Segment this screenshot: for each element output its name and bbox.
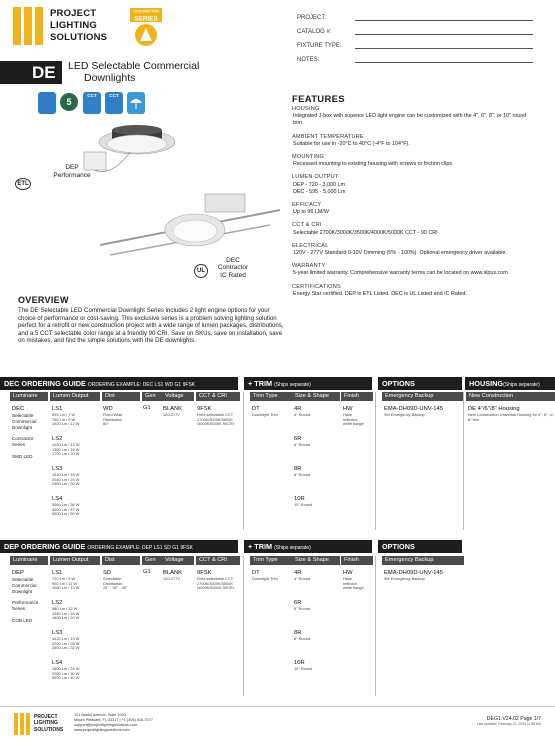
feature-block	[292, 154, 537, 168]
lumen-output-option-code: LS2	[52, 436, 63, 442]
svg-text:SERIES: SERIES	[134, 15, 158, 23]
catalog-field[interactable]: CATALOG #:	[297, 28, 533, 35]
feature-block	[292, 284, 537, 298]
overview-text: The DE Selectable LED Commercial Downlight Series includes 2 light engine options for your choice of performance or cost-saving. This exclusive series is a problem solving lighting solution perfect for a retrofit or new construction project with a wide range of lumen packages, distributions, and a 5 CCT selectable color range at a friendly 90 CRI. Save on SKUs, save on installation, save on mistakes, and find the simple solutions with the DE downlights.	[18, 307, 284, 345]
lumen-output-option	[52, 406, 100, 427]
dep-options-bar: OPTIONS	[378, 540, 462, 553]
feature-text: Suitable for use in -20°C to 40°C (-4°F to 104°F).	[293, 140, 410, 147]
lumen-output-option-desc: 3060 Lm / 36 W 4000 Lm / 47 W 5000 Lm / 59 W	[52, 502, 80, 517]
feature-text: Selectable 2700K/3000K/3500K/4000K/5000K CCT - 90 CRI	[293, 229, 438, 236]
trim-type-option-desc: Downlight Trim	[252, 412, 278, 417]
five-year-warranty-icon: 5	[60, 93, 78, 111]
column-header: Finish	[341, 556, 373, 565]
size-option-desc: 8" Round	[294, 472, 311, 477]
column-header: Size & Shape	[292, 392, 340, 401]
product-title: LED Selectable Commercial Downlights	[68, 60, 200, 84]
project-field[interactable]: PROJECT:	[297, 14, 533, 21]
fixture-type-field[interactable]: FIXTURE TYPE:	[297, 42, 533, 49]
lumen-output-option	[52, 570, 100, 591]
finish-option-code: HW	[343, 570, 353, 576]
lumen-output-option-code: LS2	[52, 600, 63, 606]
column-header: CCT & CRI	[196, 556, 240, 565]
notes-field[interactable]: NOTES:	[297, 56, 533, 63]
feature-heading: WARRANTY	[292, 263, 326, 270]
finish-option-code: HW	[343, 406, 353, 412]
column-header: Voltage	[162, 556, 194, 565]
housing-option-code: DE 4"/6"/8" Housing	[468, 406, 520, 412]
emergency-backup-option-code: EMA-DH09D-UNV-145	[384, 406, 443, 412]
cct-option-desc: Field selectable CCT 2700K/3000K/3500K /4000K/5000K 90CRI	[197, 576, 234, 591]
lumen-output-option	[52, 436, 100, 457]
footer-brand: PROJECT LIGHTING SOLUTIONS	[34, 714, 64, 733]
column-header: New Construction	[466, 392, 555, 401]
size-option-code: 10R	[294, 496, 305, 502]
lumen-output-option	[52, 496, 100, 517]
luminaire-desc: Selectable Commercial Downlight Contractor Series SMD LED	[12, 413, 37, 459]
feature-block	[292, 202, 537, 216]
column-header: Voltage	[162, 392, 194, 401]
voltage-option	[163, 406, 195, 418]
size-option-desc: 10" Round	[294, 666, 313, 671]
size-option-code: 6R	[294, 436, 302, 442]
footer-divider	[0, 706, 555, 707]
size-option-code: 8R	[294, 630, 302, 636]
voltage-option	[163, 570, 195, 582]
size-option-code: 10R	[294, 660, 305, 666]
feature-text: Energy Star certified. DEP is ETL Listed. DEC is UL Listed and IC Rated.	[293, 290, 467, 297]
dec-label: DEC Contractor IC Rated	[217, 257, 249, 279]
etl-listed-icon: ETL	[15, 178, 31, 190]
feature-block	[292, 222, 537, 236]
brand-logo-mark	[13, 7, 43, 45]
size-option	[294, 600, 338, 612]
lumen-output-option-desc: 1600 Lm / 24 W 2050 Lm / 30 W 3000 Lm / 40 W	[52, 666, 80, 681]
lumen-output-option-desc: 595 Lm / 7 W 765 Lm / 9 W 1020 Lm / 12 W	[52, 412, 80, 427]
footer-logo-mark	[14, 713, 30, 735]
cct-option-desc: Field selectable CCT 2700K/3000K/3500K /4000K/5000K 90CRI	[197, 412, 234, 427]
voltage-option-code: BLANK	[163, 570, 183, 576]
size-option-code: 4R	[294, 406, 302, 412]
column-header: Lumen Output	[50, 392, 100, 401]
finish-option	[343, 570, 375, 591]
feature-text: Recessed mounting to existing housing with screws or friction clips.	[293, 161, 454, 168]
ul-listed-icon: UL	[194, 264, 208, 278]
lumen-output-option-code: LS3	[52, 466, 63, 472]
section-divider	[375, 556, 376, 696]
size-option	[294, 436, 338, 448]
feature-text: Up to 96 LM/W	[293, 209, 329, 216]
lumen-output-option	[52, 600, 100, 621]
feature-text: 5-year limited warranty. Comprehensive warranty terms can be located on www.slpus.com.	[293, 270, 510, 277]
lumen-output-option	[52, 660, 100, 681]
feature-block	[292, 106, 537, 128]
lumen-output-option-desc: 720 Lm / 9 W 900 Lm / 11 W 1080 Lm / 13 W	[52, 576, 80, 591]
finish-option-desc: Haze reflector, white flange	[343, 412, 364, 427]
column-header: Gen	[142, 556, 162, 565]
feature-heading: AMBIENT TEMPERATURE	[292, 133, 364, 140]
lumen-output-option-desc: 1530 Lm / 18 W 2040 Lm / 24 W 2550 Lm / 30 W	[52, 472, 80, 487]
features-title: FEATURES	[292, 94, 345, 105]
overview-title: OVERVIEW	[18, 295, 69, 305]
feature-heading: ELECTRICAL	[292, 242, 329, 249]
feature-block	[292, 174, 537, 196]
dep-trim-bar: + TRIM (Ships separate)	[244, 540, 372, 553]
dep-ordering-table	[0, 556, 555, 701]
feature-heading: LUMEN OUTPUT	[292, 174, 339, 181]
feature-block	[292, 263, 537, 277]
voltage-option-code: BLANK	[163, 406, 183, 412]
wet-location-icon	[127, 92, 145, 114]
trim-type-option	[252, 406, 292, 418]
luminaire-desc: Selectable Commercial Downlight Performance Series COB LED	[12, 577, 39, 623]
size-option-desc: 4" Round	[294, 412, 311, 417]
lumen-output-option	[52, 466, 100, 487]
column-header: Luminaire	[10, 392, 48, 401]
feature-heading: MOUNTING	[292, 154, 325, 161]
column-header: Finish	[341, 392, 373, 401]
emergency-backup-option-code: EMA-DH09D-UNV-145	[384, 570, 443, 576]
gen-option: G1	[143, 569, 151, 575]
size-option-desc: 6" Round	[294, 606, 311, 611]
feature-heading: CERTIFICATIONS	[292, 283, 341, 290]
column-header: Dist	[102, 392, 140, 401]
footer-doc-info: DEG1.V24.02 Page 1/7 Last updated: February 22, 2024 11:56 AM	[476, 716, 541, 726]
column-header: Lumen Output	[50, 556, 100, 565]
brand-name: PROJECT LIGHTING SOLUTIONS	[50, 8, 108, 43]
size-option-desc: 8" Round	[294, 636, 311, 641]
size-option-code: 4R	[294, 570, 302, 576]
distribution-option	[103, 406, 141, 427]
voltage-option-desc: 120-277V	[163, 576, 180, 581]
column-header: Luminaire	[10, 556, 48, 565]
product-code: DE	[0, 61, 62, 84]
column-header: Emergency Backup	[382, 556, 464, 565]
size-option	[294, 630, 338, 642]
cct-option-code: 9FSK	[197, 570, 212, 576]
size-option	[294, 466, 338, 478]
trim-type-option-desc: Downlight Trim	[252, 576, 278, 581]
section-divider	[243, 392, 244, 530]
lumen-output-option-code: LS4	[52, 496, 63, 502]
voltage-option-desc: 120-277V	[163, 412, 180, 417]
size-option-code: 8R	[294, 466, 302, 472]
dep-ordering-guide-bar: DEP ORDERING GUIDE ORDERING EXAMPLE: DEP LS1 SD G1 9FSK	[0, 540, 238, 553]
trim-type-option	[252, 570, 292, 582]
distribution-option-code: SD	[103, 570, 112, 576]
column-header: Size & Shape	[292, 556, 340, 565]
column-header: Trim Type	[250, 392, 292, 401]
dec-trim-bar: + TRIM (Ships separate)	[244, 377, 372, 390]
distribution-option-desc: Selectable Distribution 25° - 35° - 45°	[103, 576, 128, 591]
feature-heading: EFFICACY	[292, 202, 322, 209]
dec-ordering-table	[0, 392, 555, 532]
dec-housing-bar: HOUSING(Ships separate)	[465, 377, 555, 390]
features-list	[292, 106, 537, 298]
size-option-desc: 4" Round	[294, 576, 311, 581]
feature-text: DEP - 720 - 3,000 Lm DEC - 595 - 5,000 Lm	[293, 181, 346, 195]
lumen-output-option-desc: 1520 Lm / 19 W 2000 Lm / 25 W 2500 Lm / 32 W	[52, 636, 80, 651]
luminaire-cell	[12, 406, 50, 459]
luminaire-code: DEP	[12, 570, 24, 576]
cct-selectable-icon: CCT	[83, 92, 101, 114]
dec-ordering-guide-bar: DEC ORDERING GUIDE ORDERING EXAMPLE: DEC LS1 WD G1 9FSK	[0, 377, 238, 390]
distribution-option-desc: Fixed Wide Distribution 80°	[103, 412, 123, 427]
size-option	[294, 406, 338, 418]
dec-downlight-image	[100, 190, 280, 260]
luminaire-cell	[12, 570, 50, 623]
column-header: Emergency Backup	[382, 392, 464, 401]
column-header: Gen	[142, 392, 162, 401]
size-option	[294, 570, 338, 582]
feature-block	[292, 134, 537, 148]
cct-option	[197, 570, 243, 591]
lumen-output-option-code: LS4	[52, 660, 63, 666]
feature-heading: HOUSING	[292, 106, 320, 112]
housing-option	[468, 406, 554, 422]
column-header: Trim Type	[250, 556, 292, 565]
finish-option-desc: Haze reflector, white flange	[343, 576, 364, 591]
emergency-backup-option-desc: 9W Emergency Backup	[384, 576, 425, 581]
footer-address: 101 Bristol Avenue, Suite 1000 Mount Pleasant, FL 33317 | +1 (305) 516-7077 support@projectlightingsolutions.com www.projectlightingsolutions.com	[74, 713, 153, 732]
emergency-backup-option	[384, 406, 464, 418]
section-divider	[375, 392, 376, 530]
size-option	[294, 660, 338, 672]
lumen-output-option-code: LS3	[52, 630, 63, 636]
size-option-desc: 10" Round	[294, 502, 313, 507]
cct-option-code: 9FSK	[197, 406, 212, 412]
feature-block	[292, 243, 537, 257]
feature-text: 120V - 277V Standard 0-10V Dimming (5% - 100%). Optional emergency driver available.	[293, 250, 507, 257]
distribution-option	[103, 570, 141, 591]
lumen-output-option-code: LS1	[52, 570, 63, 576]
column-header: CCT & CRI	[196, 392, 240, 401]
lumen-output-option-desc: 980 Lm / 12 W 1240 Lm / 16 W 1600 Lm / 20 W	[52, 606, 80, 621]
lumen-output-option-desc: 1020 Lm / 12 W 1350 Lm / 16 W 1700 Lm / 20 W	[52, 442, 80, 457]
cct-option	[197, 406, 243, 427]
size-option-desc: 6" Round	[294, 442, 311, 447]
section-divider	[243, 556, 244, 696]
housing-option-desc: New Construction Universal Housing for 4", 6", or 8" trim	[468, 412, 553, 422]
finish-option	[343, 406, 375, 427]
energy-star-icon	[38, 92, 56, 114]
dep-label: DEP Performance	[53, 164, 91, 179]
feature-heading: CCT & CRI	[292, 222, 322, 229]
cct-dimming-icon: CCT	[105, 92, 123, 114]
luminaire-code: DEC	[12, 406, 25, 412]
gen-option: G1	[143, 405, 151, 411]
dec-options-bar: OPTIONS	[378, 377, 462, 390]
emergency-backup-option-desc: 9W Emergency Backup	[384, 412, 425, 417]
emergency-backup-option	[384, 570, 464, 582]
column-header: Dist	[102, 556, 140, 565]
size-option-code: 6R	[294, 600, 302, 606]
svg-text:CONTRACTOR: CONTRACTOR	[133, 9, 159, 14]
feature-text: Integrated J-box with superior LED light engine can be customized with the 4", 6", 8", or 10" round trim.	[293, 113, 527, 127]
size-option	[294, 496, 338, 508]
contractor-series-badge	[127, 8, 165, 48]
dep-downlight-image	[82, 122, 192, 197]
lumen-output-option-code: LS1	[52, 406, 63, 412]
trim-type-option-code: DT	[252, 570, 260, 576]
trim-type-option-code: DT	[252, 406, 260, 412]
distribution-option-code: WD	[103, 406, 113, 412]
lumen-output-option	[52, 630, 100, 651]
